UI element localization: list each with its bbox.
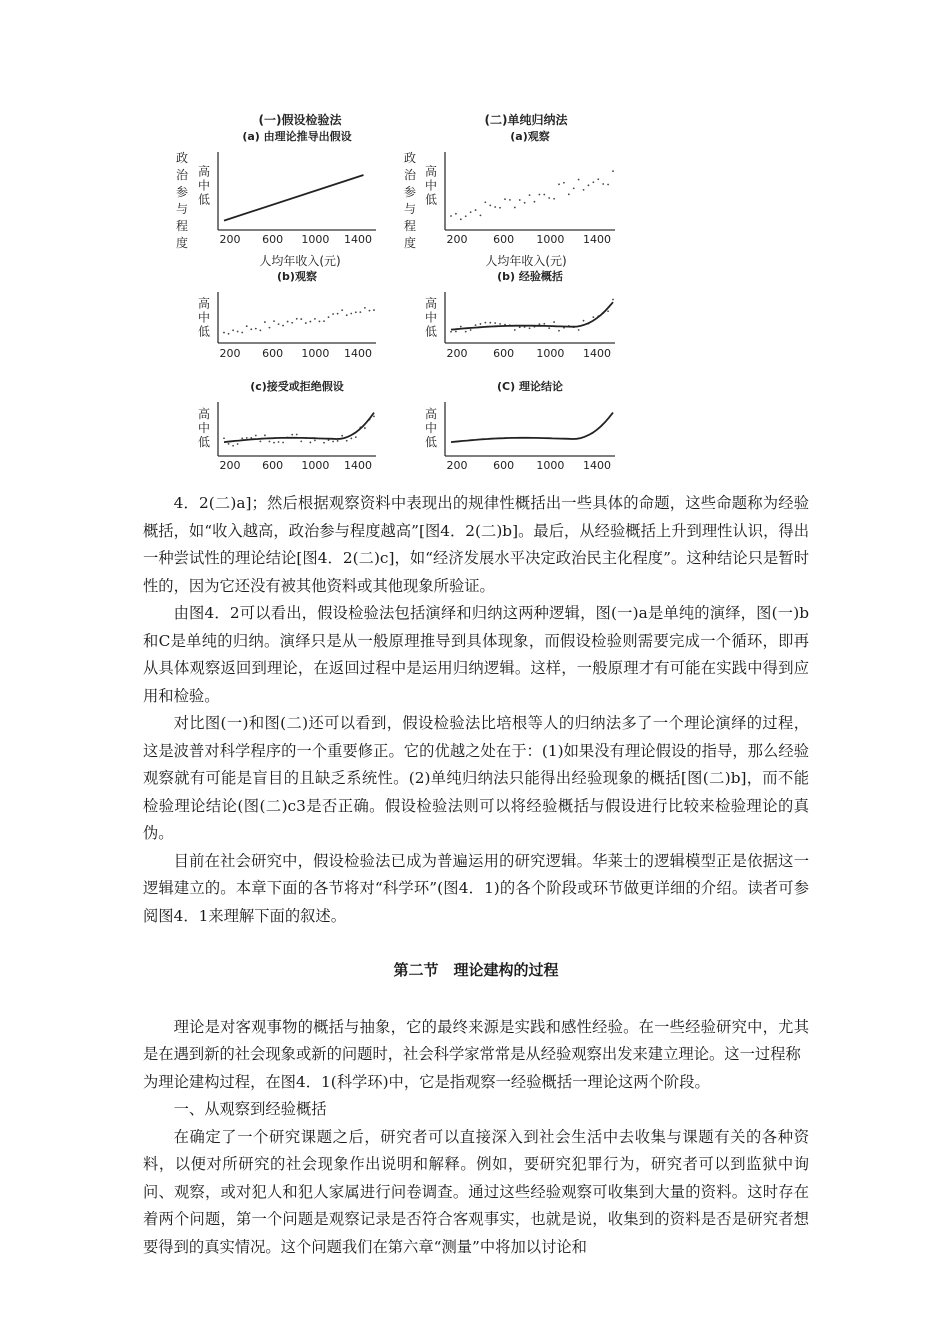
paragraph: 理论是对客观事物的概括与抽象，它的最终来源是实践和感性经验。在一些经验研究中，尤其是在遇到新的社会现象或新的问题时，社会科学家常常是从经验观察出发来建立理论。这一过程称 (143, 1017, 809, 1063)
observation-point (264, 434, 266, 436)
observation-point (592, 316, 594, 318)
observation-point (269, 327, 271, 329)
y-level-label: 低 (424, 435, 438, 450)
figure-4-2 (160, 110, 630, 490)
observation-point (273, 320, 275, 322)
paragraph: 由图4．2可以看出，假设检验法包括演绎和归纳这两种逻辑，图(一)a是单纯的演绎，图(一)b和C是单纯的归纳。演绎只是从一般原理推导到具体现象，而假设检验则需要完成一个循环，即再从具体观察返回到理论，在返回过程中是运用归纳逻辑。这样，一般原理才有可能在实践中得到应用和检验。 (143, 604, 809, 705)
observation-point (241, 332, 243, 334)
x-tick-label: 1000 (301, 233, 330, 246)
x-tick-label: 200 (446, 459, 468, 472)
x-tick-label: 600 (262, 459, 284, 472)
y-level-label: 中 (197, 310, 211, 325)
observation-point (470, 329, 472, 331)
observation-point (309, 442, 311, 444)
observation-point (602, 183, 604, 185)
x-tick-label: 200 (219, 459, 241, 472)
panel-title: (C) 理论结论 (497, 380, 563, 393)
observation-point (300, 440, 302, 442)
observation-point (241, 437, 243, 439)
observation-point (519, 199, 521, 201)
observation-point (296, 318, 298, 320)
observation-point (259, 330, 261, 332)
generalization-curve (451, 413, 613, 443)
observation-point (484, 322, 486, 324)
observation-point (278, 441, 280, 443)
svg-text:治: 治 (175, 168, 189, 182)
svg-text:与: 与 (403, 202, 417, 216)
svg-text:程: 程 (175, 219, 189, 233)
y-level-label: 低 (197, 324, 211, 339)
panel-title: (c)接受或拒绝假设 (250, 380, 344, 393)
observation-point (450, 331, 452, 333)
observation-point (337, 440, 339, 442)
observation-point (300, 318, 302, 320)
svg-text:度: 度 (403, 236, 417, 250)
x-tick-label: 200 (446, 347, 468, 360)
observation-point (538, 194, 540, 196)
y-level-label: 高 (197, 296, 211, 311)
observation-point (607, 310, 609, 312)
svg-text:政: 政 (403, 151, 417, 165)
y-level-label: 高 (197, 407, 211, 422)
observation-point (305, 322, 307, 324)
observation-point (489, 322, 491, 324)
y-level-label: 中 (424, 421, 438, 436)
observation-point (612, 170, 614, 172)
x-tick-label: 1400 (344, 347, 372, 360)
observation-point (223, 437, 225, 439)
observation-point (499, 207, 501, 209)
observation-point (592, 181, 594, 183)
observation-point (337, 313, 339, 315)
observation-point (346, 314, 348, 316)
observation-point (350, 438, 352, 440)
panel-title: (b) 经验概括 (497, 270, 563, 283)
observation-point (558, 330, 560, 332)
observation-point (563, 182, 565, 184)
x-tick-label: 1400 (344, 459, 372, 472)
paragraph: 在确定了一个研究课题之后，研究者可以直接深入到社会生活中去收集与课题有关的各种资料，以便对所研究的社会现象作出说明和解释。例如，要研究犯罪行为，研究者可以到监狱中询问、观察，或对犯人和犯人家属进行问卷调查。通过这些经验观察可收集到大量的资料。这时存在着两个问题，第一个问题是观察记录是否符合客观事实，也就是说，收集到的资料是否是研究者想要得到的真实情况。这个问题我们在第六章“测量”中将加以讨论和 (143, 1127, 809, 1256)
right-vertical-ylabel (404, 150, 417, 250)
x-tick-label: 600 (493, 459, 515, 472)
observation-point (237, 443, 239, 445)
observation-point (228, 333, 230, 335)
hypothesis-line (224, 175, 364, 221)
observation-point (484, 201, 486, 203)
observation-point (519, 326, 521, 328)
observation-point (548, 327, 550, 329)
x-tick-label: 1400 (583, 347, 611, 360)
x-tick-label: 200 (219, 347, 241, 360)
y-level-label: 低 (197, 192, 211, 207)
section-heading: 第二节 理论建构的过程 (393, 961, 559, 979)
paragraph: 为理论建构过程，在图4．1(科学环)中，它是指观察一经验概括一理论这两个阶段。 (143, 1072, 710, 1091)
observation-point (573, 187, 575, 189)
observation-point (319, 321, 321, 323)
observation-point (553, 321, 555, 323)
observation-point (232, 445, 234, 447)
observation-point (588, 184, 590, 186)
observation-point (475, 209, 477, 211)
observation-point (548, 197, 550, 199)
panel-title: (a) 由理论推导出假设 (242, 130, 352, 143)
svg-text:度: 度 (175, 236, 189, 250)
observation-point (583, 320, 585, 322)
observation-point (538, 323, 540, 325)
observation-point (341, 309, 343, 311)
observation-point (578, 179, 580, 181)
observation-point (246, 437, 248, 439)
observation-point (597, 178, 599, 180)
observation-point (514, 329, 516, 331)
y-level-label: 高 (424, 164, 438, 179)
observation-point (524, 202, 526, 204)
observation-point (282, 442, 284, 444)
observation-point (480, 323, 482, 325)
svg-text:参: 参 (175, 185, 189, 199)
observation-point (450, 215, 452, 217)
observation-point (323, 320, 325, 322)
observation-point (514, 207, 516, 209)
right-column-title: (二)单纯归纳法 (484, 113, 568, 127)
x-tick-label: 600 (262, 233, 284, 246)
observation-point (553, 198, 555, 200)
x-tick-label: 1000 (536, 459, 565, 472)
x-tick-label: 200 (446, 233, 468, 246)
y-level-label: 高 (424, 296, 438, 311)
y-level-label: 高 (424, 407, 438, 422)
y-level-label: 低 (424, 192, 438, 207)
observation-point (341, 435, 343, 437)
y-level-label: 高 (197, 164, 211, 179)
observation-point (291, 434, 293, 436)
observation-point (558, 183, 560, 185)
svg-text:参: 参 (403, 185, 417, 199)
observation-point (332, 441, 334, 443)
observation-point (250, 328, 252, 330)
observation-point (364, 307, 366, 309)
observation-point (282, 325, 284, 327)
svg-text:治: 治 (403, 168, 417, 182)
observation-point (494, 206, 496, 208)
x-tick-label: 1000 (536, 347, 565, 360)
observation-point (607, 184, 609, 186)
observation-point (332, 313, 334, 315)
observation-point (534, 201, 536, 203)
left-vertical-ylabel (176, 150, 189, 250)
panel-title: (b)观察 (277, 270, 317, 283)
observation-point (364, 427, 366, 429)
observation-point (470, 211, 472, 213)
observation-point (237, 331, 239, 333)
observation-point (259, 441, 261, 443)
y-level-label: 中 (424, 310, 438, 325)
observation-point (475, 324, 477, 326)
paragraph: 对比图(一)和图(二)还可以看到，假设检验法比培根等人的归纳法多了一个理论演绎的过程，这是波普对科学程序的一个重要修正。它的优越之处在于：(1)如果没有理论假设的指导，那么经验观察就有可能是盲目的且缺乏系统性。(2)单纯归纳法只能得出经验现象的概括[图(二)b]，而不能检验理论结论(图(二)c3是否正确。假设检验法则可以将经验概括与假设进行比较来检验理论的真伪。 (143, 714, 809, 842)
observation-point (543, 194, 545, 196)
observation-point (269, 441, 271, 443)
x-tick-label: 600 (493, 233, 515, 246)
observation-point (373, 309, 375, 311)
x-tick-label: 600 (493, 347, 515, 360)
right-xlabel: 人均年收入(元) (485, 254, 567, 268)
observation-point (509, 199, 511, 201)
observation-point (228, 443, 230, 445)
observation-point (278, 323, 280, 325)
observation-point (543, 323, 545, 325)
observation-point (568, 193, 570, 195)
y-level-label: 中 (197, 178, 211, 193)
svg-text:政: 政 (175, 151, 189, 165)
observation-point (255, 435, 257, 437)
left-column-title: (一)假设检验法 (258, 113, 342, 127)
observation-point (296, 434, 298, 436)
y-level-label: 低 (424, 324, 438, 339)
observation-point (529, 327, 531, 329)
observation-point (323, 442, 325, 444)
observation-point (328, 316, 330, 318)
observation-point (578, 329, 580, 331)
observation-point (287, 321, 289, 323)
x-tick-label: 1000 (301, 347, 330, 360)
observation-point (465, 215, 467, 217)
observation-point (355, 311, 357, 313)
observation-point (291, 322, 293, 324)
svg-text:与: 与 (175, 202, 189, 216)
observation-point (223, 332, 225, 334)
observation-point (460, 326, 462, 328)
observation-point (232, 329, 234, 331)
observation-point (480, 214, 482, 216)
left-xlabel: 人均年收入(元) (259, 254, 341, 268)
x-tick-label: 1400 (583, 459, 611, 472)
observation-point (264, 321, 266, 323)
observation-point (583, 189, 585, 191)
observation-point (455, 213, 457, 215)
paragraph: 目前在社会研究中，假设检验法已成为普遍运用的研究逻辑。华莱士的逻辑模型正是依据这一逻辑建立的。本章下面的各节将对“科学环”(图4．1)的各个阶段或环节做更详细的介绍。读者可参阅图4．1来理解下面的叙述。 (143, 851, 809, 925)
observation-point (309, 321, 311, 323)
x-tick-label: 200 (219, 233, 241, 246)
observation-point (314, 318, 316, 320)
x-tick-label: 1400 (583, 233, 611, 246)
x-tick-label: 1000 (536, 233, 565, 246)
y-level-label: 中 (197, 421, 211, 436)
observation-point (494, 322, 496, 324)
svg-text:程: 程 (403, 219, 417, 233)
paragraph: 4．2(二)a]；然后根据观察资料中表现出的规律性概括出一些具体的命题，这些命题称为经验概括，如“收入越高，政治参与程度越高”[图4．2(二)b]。最后，从经验概括上升到理性认识，得出一种尝试性的理论结论[图4．2(二)c]，如“经济发展水平决定政治民主化程度”。这种结论只是暂时性的，因为它还没有被其他资料或其他现象所验证。 (143, 494, 809, 595)
x-tick-label: 1000 (301, 459, 330, 472)
observation-point (499, 323, 501, 325)
subheading: 一、从观察到经验概括 (173, 1100, 327, 1118)
observation-point (489, 205, 491, 207)
observation-point (460, 218, 462, 220)
body-text (143, 490, 809, 1261)
observation-point (465, 331, 467, 333)
x-tick-label: 1400 (344, 233, 372, 246)
panel-title: (a)观察 (510, 130, 550, 143)
observation-point (369, 310, 371, 312)
observation-point (346, 440, 348, 442)
observation-point (246, 325, 248, 327)
observation-point (273, 442, 275, 444)
observation-point (314, 439, 316, 441)
observation-point (612, 299, 614, 301)
observation-point (455, 331, 457, 333)
observation-point (355, 436, 357, 438)
observation-point (529, 194, 531, 196)
x-tick-label: 600 (262, 347, 284, 360)
observation-point (255, 328, 257, 330)
observation-point (504, 198, 506, 200)
observation-point (350, 313, 352, 315)
y-level-label: 中 (424, 178, 438, 193)
observation-point (359, 311, 361, 313)
observation-point (373, 415, 375, 417)
y-level-label: 低 (197, 435, 211, 450)
